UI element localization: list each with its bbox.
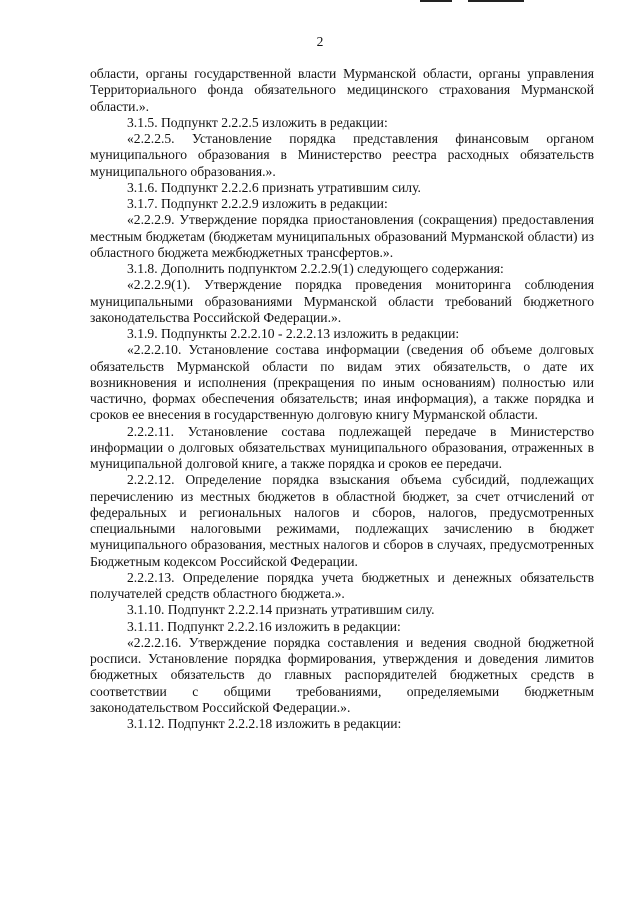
paragraph: области, органы государственной власти Мурманской области, органы управления Территориального фонда обязательного медицинского страхования Мурманской области.».: [90, 66, 594, 114]
paragraph: 3.1.8. Дополнить подпунктом 2.2.2.9(1) следующего содержания:: [127, 261, 504, 276]
paragraph: 3.1.9. Подпункты 2.2.2.10 - 2.2.2.13 изложить в редакции:: [127, 326, 460, 341]
paragraph: «2.2.2.9. Утверждение порядка приостановления (сокращения) предоставления местным бюджетам (бюджетам муниципальных образований Мурманской области) из областного бюджета межбюджетных трансфертов.».: [90, 212, 594, 260]
paragraph: 3.1.11. Подпункт 2.2.2.16 изложить в редакции:: [127, 618, 401, 634]
document-body: [90, 66, 594, 732]
paragraph: «2.2.2.16. Утверждение порядка составления и ведения сводной бюджетной росписи. Установление порядка формирования, утверждения и доведения лимитов бюджетных обязательств до главных распорядителей бюджетных средств в соответствии с общими требованиями, определяемыми бюджетным законодательством Российской Федерации.».: [90, 634, 594, 715]
page-number: 2: [316, 34, 324, 49]
paragraph: 2.2.2.12. Определение порядка взыскания объема субсидий, подлежащих перечислению из местных бюджетов в областной бюджет, за счет отчислений от федеральных и региональных налогов и сборов, налогов, предусмотренных специальными налоговыми режимами, подлежащих зачислению в бюджет муниципального образования, местных налогов и сборов в случаях, предусмотренных Бюджетным кодексом Российской Федерации.: [90, 472, 594, 569]
paragraph: 2.2.2.11. Установление состава подлежащей передаче в Министерство информации о долговых обязательствах муниципального образования, отраженных в муниципальной долговой книге, а также порядка и сроков ее передачи.: [90, 423, 594, 471]
paragraph: «2.2.2.5. Установление порядка представления финансовым органом муниципального образования в Министерство реестра расходных обязательств муниципального образования.».: [90, 131, 594, 179]
paragraph: 3.1.5. Подпункт 2.2.2.5 изложить в редакции:: [127, 114, 388, 130]
paragraph: «2.2.2.10. Установление состава информации (сведения об объеме долговых обязательств Мурманской области по видам этих обязательств, о дате их возникновения и исполнения (прекращения по иным основаниям) полностью или частично, формах обеспечения обязательств; иная информация), а также порядка и сроков ее внесения в государственную долговую книгу Мурманской области.: [90, 342, 594, 423]
paragraph: 2.2.2.13. Определение порядка учета бюджетных и денежных обязательств получателей средств областного бюджета.».: [90, 569, 594, 601]
paragraph: 3.1.7. Подпункт 2.2.2.9 изложить в редакции:: [127, 196, 388, 211]
paragraph: 3.1.12. Подпункт 2.2.2.18 изложить в редакции:: [127, 716, 402, 731]
paragraph: 3.1.10. Подпункт 2.2.2.14 признать утратившим силу.: [127, 602, 435, 618]
paragraph: 3.1.6. Подпункт 2.2.2.6 признать утратившим силу.: [127, 179, 421, 195]
scan-edge-marks: [420, 0, 540, 4]
paragraph: «2.2.2.9(1). Утверждение порядка проведения мониторинга соблюдения муниципальными образованиями Мурманской области требований бюджетного законодательства Российской Федерации.».: [90, 277, 594, 325]
